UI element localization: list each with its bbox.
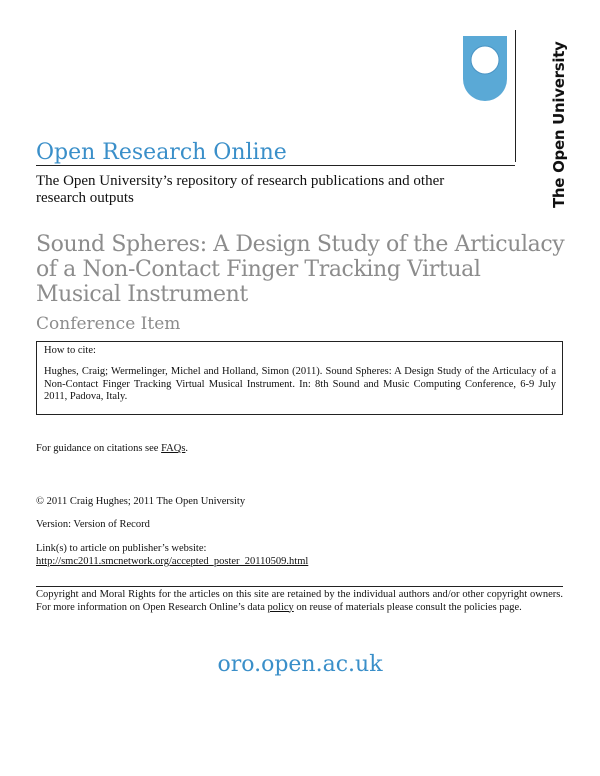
- guidance-prefix: For guidance on citations see: [36, 443, 162, 454]
- citation-box: [36, 341, 563, 415]
- policy-link[interactable]: policy: [267, 601, 294, 613]
- paper-title: Sound Spheres: A Design Study of the Articulacy of a Non-Contact Finger Tracking Virtual Musical Instrument: [36, 232, 565, 307]
- citation-text: Hughes, Craig; Wermelinger, Michel and Holland, Simon (2011). Sound Spheres: A Design Study of the Articulacy of a Non-Contact Finger Tracking Virtual Musical Instrument. In: 8th Sound and Music Computing Conference, 6-9 July 2011, Padova, Italy.: [44, 366, 556, 402]
- rights-text-after: on reuse of materials please consult the policies page.: [293, 601, 522, 613]
- open-university-shield-icon: [462, 35, 508, 101]
- version-info: Version: Version of Record: [36, 519, 150, 530]
- copyright-notice: © 2011 Craig Hughes; 2011 The Open University: [36, 496, 246, 507]
- publisher-link-label: Link(s) to article on publisher’s website:: [36, 543, 207, 554]
- item-type: Conference Item: [36, 314, 181, 334]
- guidance-suffix: .: [185, 443, 189, 454]
- site-name: Open Research Online: [36, 140, 287, 165]
- rights-statement: [36, 589, 563, 614]
- faqs-link[interactable]: FAQs: [161, 443, 186, 454]
- header-vertical-divider: [515, 30, 516, 162]
- open-university-logo: [462, 32, 572, 208]
- footer-site-url[interactable]: oro.open.ac.uk: [217, 652, 383, 677]
- publisher-url-link[interactable]: http://smc2011.smcnetwork.org/accepted_poster_20110509.html: [36, 556, 309, 567]
- header-divider: [36, 165, 515, 166]
- repository-description: The Open University’s repository of research publications and other research outputs: [36, 173, 445, 206]
- citation-guidance: [36, 443, 188, 454]
- footer-divider: [36, 586, 563, 587]
- citation-label: How to cite:: [44, 345, 96, 356]
- logo-wordmark: The Open University: [550, 41, 568, 208]
- rights-text-before: Copyright and Moral Rights for the articles on this site are retained by the individual authors and/or other copyright owners. For more information on Open Research Online’s data: [36, 589, 563, 613]
